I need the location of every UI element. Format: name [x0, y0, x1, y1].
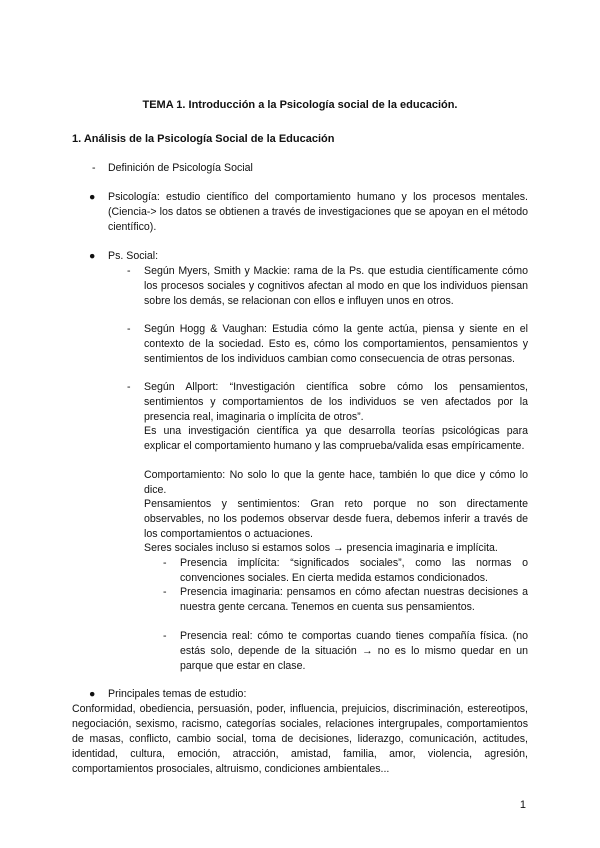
bullet-marker: ● — [89, 688, 96, 700]
dash-marker: - — [163, 586, 167, 598]
ps-social-heading: Ps. Social: — [108, 250, 159, 262]
myers-definition: Según Myers, Smith y Mackie: rama de la Ps. que estudia científicamente cómo los procesos sociales y cognitivos afectan al modo en que los individuos piensan sobre los demás, se relacionan con ellos e influyen unos en otros. — [144, 265, 528, 307]
dash-marker: - — [127, 265, 131, 277]
dash-marker: - — [163, 557, 167, 569]
dash-marker: - — [127, 381, 131, 393]
allport-definition: Según Allport: “Investigación científica sobre cómo los pensamientos, sentimientos y comportamientos de los individuos se ven afectados por la presencia real, imaginaria o implícita de otros”. — [144, 381, 528, 423]
temas-list: Conformidad, obediencia, persuasión, poder, influencia, prejuicios, discriminación, estereotipos, negociación, sexismo, racismo, categorías sociales, relaciones intergrupales, comportamientos de masas, conflicto, cambio social, toma de decisiones, liderazgo, comunicación, actitudes, identidad, cultura, emoción, atracción, amistad, familia, amor, violencia, agresión, comportamientos prosociales, altruismo, condiciones ambientales... — [72, 703, 528, 775]
dash-marker: - — [127, 323, 131, 335]
dash-marker: - — [163, 630, 167, 642]
allport-paragraph: Seres sociales incluso si estamos solos → presencia imaginaria e implícita. — [144, 542, 498, 554]
definition-heading: Definición de Psicología Social — [108, 162, 253, 174]
temas-heading: Principales temas de estudio: — [108, 688, 247, 700]
presencia-implicita: Presencia implícita: “significados sociales”, como las normas o convenciones sociales. En cierta medida estamos condicionados. — [180, 557, 528, 584]
allport-paragraph: Es una investigación científica ya que desarrolla teorías psicológicas para explicar el comportamiento humano y las comprueba/valida esas empíricamente. — [144, 425, 528, 452]
bullet-marker: ● — [89, 250, 96, 262]
presencia-imaginaria: Presencia imaginaria: pensamos en cómo afectan nuestras decisiones a nuestra gente cercana. Tenemos en cuenta sus pensamientos. — [180, 586, 528, 613]
dash-marker: - — [92, 162, 96, 174]
document-title: TEMA 1. Introducción a la Psicología social de la educación. — [142, 99, 458, 111]
section-heading: 1. Análisis de la Psicología Social de la Educación — [72, 133, 335, 145]
presencia-real: Presencia real: cómo te comportas cuando tienes compañía física. (no estás solo, depende de la situación → no es lo mismo quedar en un parque que estar en clase. — [180, 630, 528, 672]
allport-paragraph: Comportamiento: No solo lo que la gente hace, también lo que dice y cómo lo dice. — [144, 469, 528, 496]
hogg-definition: Según Hogg & Vaughan: Estudia cómo la gente actúa, piensa y siente en el contexto de la sociedad. Esto es, cómo los comportamientos, pensamientos y sentimientos de los individuos cambian como consecuencia de otras personas. — [144, 323, 528, 365]
bullet-marker: ● — [89, 191, 96, 203]
allport-paragraph: Pensamientos y sentimientos: Gran reto porque no son directamente observables, no los podemos observar desde fuera, debemos inferir a través de los comportamientos o actuaciones. — [144, 498, 528, 540]
psicologia-definition: Psicología: estudio científico del comportamiento humano y los procesos mentales. (Ciencia-> los datos se obtienen a través de investigaciones que se apoyan en el método científico). — [108, 191, 528, 233]
page-number: 1 — [519, 799, 526, 811]
